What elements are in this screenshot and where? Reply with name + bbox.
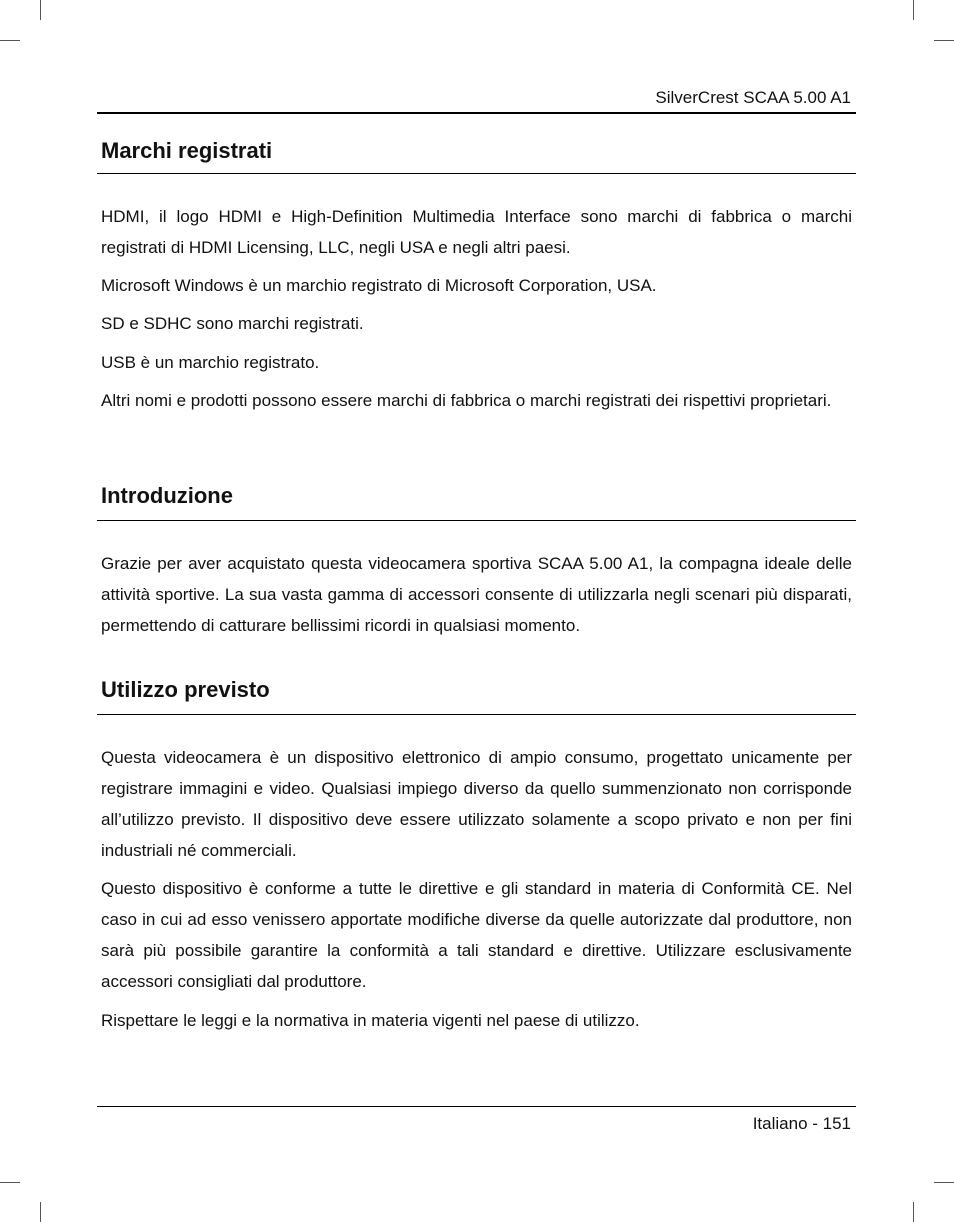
paragraph: SD e SDHC sono marchi registrati. — [101, 314, 364, 333]
crop-mark — [40, 0, 41, 20]
paragraph: Questa videocamera è un dispositivo elettronico di ampio consumo, progettato unicamente per registrare immagini e video. Qualsiasi impiego diverso da quello summenzionato non corrisponde all’utilizzo previsto. Il dispositivo deve essere utilizzato solamente a scopo privato e non per fini industriali né commerciali. — [101, 748, 852, 860]
crop-mark — [913, 0, 914, 20]
crop-mark — [40, 1202, 41, 1222]
paragraph: Altri nomi e prodotti possono essere marchi di fabbrica o marchi registrati dei rispettivi proprietari. — [101, 391, 832, 410]
paragraph: Microsoft Windows è un marchio registrato di Microsoft Corporation, USA. — [101, 276, 657, 295]
paragraph: Rispettare le leggi e la normativa in materia vigenti nel paese di utilizzo. — [101, 1011, 640, 1030]
footer-rule — [97, 1106, 856, 1107]
crop-mark — [934, 40, 954, 41]
crop-mark — [934, 1182, 954, 1183]
header-rule — [97, 112, 856, 114]
paragraph: HDMI, il logo HDMI e High-Definition Multimedia Interface sono marchi di fabbrica o marchi registrati di HDMI Licensing, LLC, negli USA e negli altri paesi. — [101, 207, 852, 257]
crop-mark — [0, 1182, 20, 1183]
section-rule — [97, 520, 856, 521]
paragraph: Grazie per aver acquistato questa videocamera sportiva SCAA 5.00 A1, la compagna ideale delle attività sportive. La sua vasta gamma di accessori consente di utilizzarla negli scenari più disparati, permettendo di catturare bellissimi ricordi in qualsiasi momento. — [101, 554, 852, 635]
paragraph: USB è un marchio registrato. — [101, 353, 320, 372]
section-rule — [97, 173, 856, 174]
crop-mark — [913, 1202, 914, 1222]
section-rule — [97, 714, 856, 715]
section-heading-introduzione: Introduzione — [101, 483, 233, 508]
paragraph: Questo dispositivo è conforme a tutte le direttive e gli standard in materia di Conformità CE. Nel caso in cui ad esso venissero apportate modifiche diverse da quelle autorizzate dal produttore, non sarà più possibile garantire la conformità a tali standard e direttive. Utilizzare esclusivamente accessori consigliati dal produttore. — [101, 879, 852, 991]
section-heading-utilizzo: Utilizzo previsto — [101, 677, 270, 702]
page-number: Italiano - 151 — [752, 1114, 851, 1133]
crop-mark — [0, 40, 20, 41]
running-header: SilverCrest SCAA 5.00 A1 — [655, 88, 851, 107]
section-heading-marchi: Marchi registrati — [101, 138, 273, 163]
